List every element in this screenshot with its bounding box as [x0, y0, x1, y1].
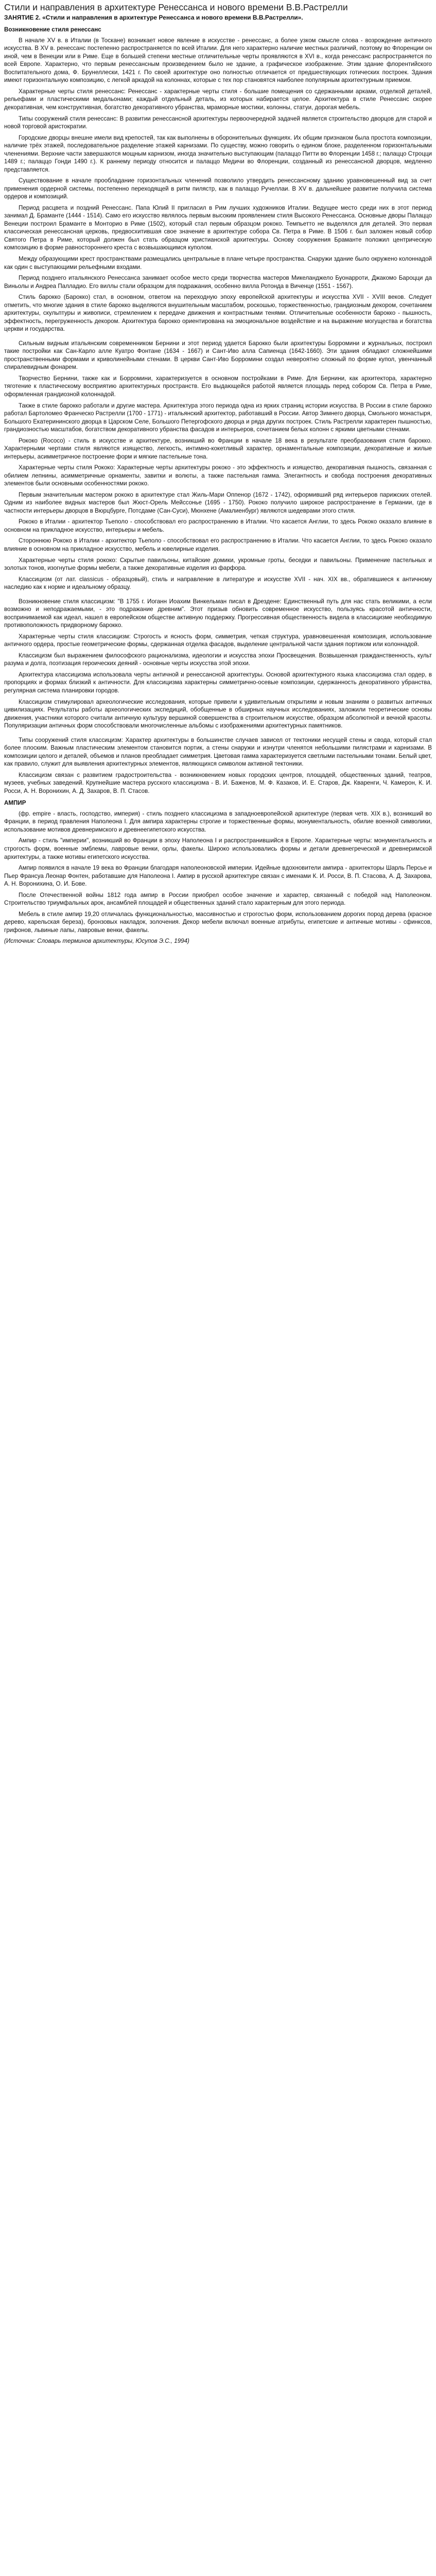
document-title: Стили и направления в архитектуре Ренессанса и нового времени В.В.Растрелли [4, 2, 348, 12]
body-paragraph: Городские дворцы внешне имели вид крепостей, так как выполнены в оборонительных функциях. Их общим признаком была простота композиции, наличие трёх этажей, последовательное разделение этажей карнизами. По существу, можно говорить о едином блоке, разделенном горизонтальными членениями. Верхние части завершаются мощным карнизом, иногда значительно выступающим (палаццо Питти во Флоренции 1458 г.; палаццо Строцци 1489 г.; палаццо Гонди 1490 г.). К раннему периоду относится и палаццо Медичи во Флоренции, созданный из ренессансной дворцов, медленно представляется. [4, 134, 432, 173]
body-paragraph: Также в стиле барокко работали и другие мастера. Архитектура этого периода одна из ярких страниц истории искусства. В России в стиле барокко работал Бартоломео Франческо Растрелли (1700 - 1771) - итальянский архитектор, работавший в России. Автор Зимнего дворца, Смольного монастыря, Большого Екатерининского дворца в Царском Селе, Большого Петергофского дворца и ряда других построек. Стиль Растрелли характерен пышностью, грандиозностью масштабов, богатством декоративного убранства фасадов и интерьеров, сочетанием белых колонн с яркими цветными стенами. [4, 402, 432, 433]
body-paragraph: (фр. empire - власть, господство, империя) - стиль позднего классицизма в западноевропейской архитектуре (первая четв. XIX в.), возникший во Франции, в период правления Наполеона I. Для ампира характерны строгие и торжественные формы, монументальность, обилие военной символики, использование мотивов древнеримского и древнеегипетского искусства. [4, 810, 432, 833]
body-paragraph: Рококо (Rococo) - стиль в искусстве и архитектуре, возникший во Франции в начале 18 века в результате преобразования стиля барокко. Характерными чертами стиля являются изящество, легкость, интимно-кокетливый характер, орнаментальные композиции, декоративные и жилые интерьеры, асимметричное построение форм и мягкие пастельные тона. [4, 437, 432, 460]
body-paragraph: Рококо в Италии - архитектор Тьеполо - способствовал его распространению в Италии. Что касается Англии, то здесь Рококо оказало влияние в основном на прикладное искусство, интерьеры и мебель. [4, 518, 432, 533]
body-paragraph: Существование в начале прообладание горизонтальных членений позволило утвердить ренессансному зданию уравновешенный вид за счет применения ордерной системы, постепенно переходящей в ритм пилястр, как в палаццо Ручеллаи. В XV в. дальнейшее развитие получила система ордеров и композиций. [4, 177, 432, 200]
body-paragraph: Типы сооружений стиля ренессанс: В развитии ренессансной архитектуры первоочередной задачей является строительство дворцов для старой и новой торговой аристократии. [4, 115, 432, 130]
body-paragraph: Стороннюю Рококо в Италии - архитектор Тьеполо - способствовал его распространению в Италии. Что касается Англии, то здесь Рококо оказало влияние в основном на прикладное искусство, мебель и ювелирные изделия. [4, 537, 432, 553]
body-paragraph: Характерные черты стиля ренессанс: Ренессанс - характерные черты стиля - большие помещения со сдержанными арками, отделкой деталей, рельефами и пластическими медальонами; каждый отдельный деталь, из которых набирается целое. Архитектура в стиле Ренессанс скорее декоративная, чем конструктивная, богатство декоративного убранства, мраморные мостики, колонны, статуи, дорогая мебель. [4, 88, 432, 111]
body-paragraph: Характерные черты стиля Рококо: Характерные черты архитектуры рококо - это эффектность и изящество, декоративная пышность, связанная с обилием лепнины, асимметричные орнаменты, завитки и волюты, а также пастельная гамма. Элегантность и свобода построения декоративных элементов были основными особенностями рококо. [4, 464, 432, 487]
body-paragraph: Классицизм был выражением философского рационализма, идеологии и искусства эпохи Просвещения. Возвышенная гражданственность, культ разума и долга, поэтизация героических деяний - основные черты искусства этой эпохи. [4, 652, 432, 667]
body-paragraph: Классицизм стимулировал археологические исследования, которые привели к удивительным открытиям и новым знаниям о развитых античных цивилизациях. Результаты работы археологических экспедиций, обобщенные в обширных научных исследованиях, заложили теоретические основы движения, участники которого считали античную культуру вершиной совершенства в строительном искусстве, образцом абсолютной и вечной красоты. Популяризации античных форм способствовали многочисленные альбомы с изображениями архитектурных памятников. [4, 698, 432, 730]
body-paragraph: После Отечественной войны 1812 года ампир в России приобрел особое значение и характер, связанный с победой над Наполеоном. Строительство триумфальных арок, ансамблей площадей и общественных зданий стало характерным для этого периода. [4, 891, 432, 907]
body-paragraph: Архитектура классицизма использовала черты античной и ренессансной архитектуры. Основой архитектурного языка классицизма стал ордер, в пропорциях и формах близкий к античности. Для классицизма характерны симметрично-осевые композиции, сдержанность декоративного убранства, регулярная система планировки городов. [4, 671, 432, 694]
body-paragraph: Между образующими крест пространствами размещались центральные в плане четыре пространства. Снаружи здание было окружено колоннадой как один с выступающими рельефными входами. [4, 256, 432, 270]
body-paragraph: Сильным видным итальянским современником Бернини и этот период удается Барокко были архитектуры Борромини и журнальных, построил такие постройки как Сан-Карло алле Куатро Фонтане (1634 - 1667) и Сант-Иво алла Сапиенца (1642-1660). Эти здания обладают сложнейшими пространственными формами и криволинейными стенами. В церкви Сант-Иво Борромини создал невероятно сложный по форме купол, увенчанный спиралевидным фонарем. [4, 340, 432, 371]
body-paragraph: Период расцвета и поздний Ренессанс. Папа Юлий II пригласил в Рим лучших художников Италии. Ведущее место среди них в этот период занимал Д. Браманте (1444 - 1514). Само его искусство являлось первым высоким проявлением стиля Высокого Ренессанса. Основные дворы Палаццо Венеции построил Браманте в Монторио в Риме (1502), который стал первым образцом рококо. Темпьетто не выделялся для деталей. Это первая классическая ренессансная церковь, предвосхитившая свое значение в архитектуре собора Св. Петра в Риме. В 1506 г. был заложен новый собор Святого Петра в Риме, который должен был стать образцом христианской архитектуры. Основу сооружения Браманте положил центрическую композицию в форме равностороннего креста с возвышающимся куполом. [4, 204, 432, 251]
body-paragraph: Характерные черты стиля рококо: Скрытые павильоны, китайские домики, укромные гроты, беседки и павильоны. Применение пастельных и золотых тонов, изогнутые формы мебели, а также декоративные изделия из фарфора. [4, 556, 432, 572]
body-paragraph: Первым значительным мастером рококо в архитектуре стал Жиль-Мари Оппенор (1672 - 1742), оформивший ряд интерьеров парижских отелей. Одним из наиболее видных мастеров был Жюст-Орель Мейссонье (1695 - 1750). Рококо получило широкое распространение в Германии, где в частности интерьеры дворцов в Вюрцбурге, Потсдаме (Сан-Суси), Мюнхене (Амалиенбург) являются шедеврами этого стиля. [4, 491, 432, 514]
section-heading: АМПИР [4, 800, 26, 807]
body-paragraph: Период позднего итальянского Ренессанса занимает особое место среди творчества мастеров Микеланджело Буонарроти, Джакомо Бароцци да Виньолы и Андреа Палладио. Его виллы стали образцом для подражания, особенно вилла Ротонда в Виченце (1551 - 1567). [4, 275, 432, 290]
body-paragraph: Классицизм связан с развитием градостроительства - возникновением новых городских центров, площадей, общественных зданий, театров, музеев, учебных заведений. Крупнейшие мастера русского классицизма - В. И. Баженов, М. Ф. Казаков, И. Е. Старов, Дж. Кваренги, Ч. Камерон, К. И. Росси, А. Н. Воронихин, А. Д. Захаров, В. П. Стасов. [4, 771, 432, 794]
lesson-heading: ЗАНЯТИЕ 2. «Стили и направления в архитектуре Ренессанса и нового времени В.В.Растрелли». [4, 14, 303, 22]
body-paragraph: Возникновение стиля классицизм: "В 1755 г. Иоганн Иоахим Винкельман писал в Дрездене: Единственный путь для нас стать великими, а если возможно и неподражаемыми, - это подражание древним". Этот призыв обновить современное искусство, пользуясь красотой античности, воспринимаемой как идеал, нашел в европейском обществе активную поддержку. Прогрессивная общественность видела в классицизме необходимую противоположность придворному барокко. [4, 598, 432, 629]
body-paragraph: Стиль барокко (Барокко) стал, в основном, ответом на переходную эпоху европейской архитектуры и искусства XVII - XVIII веков. Следует отметить, что многие здания в стиле барокко выделяются внушительным масштабом, роскошью, торжественностью, грандиозным декором, сочетанием архитектуры, скульптуры и живописи, стремлением к передаче движения и контрастными тенями. Отличительные особенности барокко - пышность, эффектность, перегруженность декором. Архитектура барокко ориентирована на эмоциональное воздействие и на выражение могущества и богатства церкви и государства. [4, 294, 432, 333]
body-paragraph: Классицизм (от лат. classicus - образцовый), стиль и направление в литературе и искусстве XVII - нач. XIX вв., обратившиеся к античному наследию как к норме и идеальному образцу. [4, 575, 432, 591]
body-paragraph: Ампир - стиль "империи", возникший во Франции в эпоху Наполеона I и распространившийся в Европе. Характерные черты: монументальность и строгость форм, военные эмблемы, лавровые венки, орлы, факелы. Широко использовались формы и детали древнегреческой и древнеримской архитектуры, а также мотивы египетского искусства. [4, 837, 432, 860]
body-paragraph: Творчество Бернини, также как и Борромини, характеризуется в основном постройками в Риме. Для Бернини, как архитектора, характерно тяготение к пластическому восприятию архитектурных пространств. Его выдающейся работой является площадь перед собором Св. Петра в Риме, оформленная грандиозной колоннадой. [4, 375, 432, 398]
document-page [0, 0, 436, 955]
source-note: (Источник: Словарь терминов архитектуры, Юсупов Э.С., 1994) [4, 938, 189, 945]
document-body [4, 26, 432, 934]
body-paragraph: Типы сооружений стиля классицизм: Характер архитектуры в большинстве случаев зависел от тектоники несущей стены и свода, который стал более плоским. Важным пластическим элементом становится портик, а стены снаружи и изнутри членятся небольшими пилястрами и карнизами. В композиции целого и деталей, объемов и планов преобладает симметрия. Цветовая гамма характеризуется светлыми пастельными тонами. Белый цвет, как правило, служит для выявления архитектурных элементов, являющихся символом активной тектоники. [4, 736, 432, 768]
body-paragraph: Характерные черты стиля классицизм: Строгость и ясность форм, симметрия, четкая структура, уравновешенная композиция, использование античного ордера, простые геометрические формы, сдержанная отделка фасадов, выделение центральной части здания портиком или колоннадой. [4, 633, 432, 648]
section-heading: Возникновение стиля ренессанс [4, 26, 101, 33]
body-paragraph: В начале XV в. в Италии (в Тоскане) возникает новое явление в искусстве - ренессанс, а более узком смысле слова - возрождение античного искусства. В XV в. ренессанс постепенно распространяется по всей Италии. Для него характерно наличие местных различий, поэтому во Флоренции он иной, чем в Венеции или в Риме. Еще в большей степени местные отличительные черты проявляются в XVI в., когда ренессанс распространяется по всей Европе. Характерно, что первым ренессансным произведением было не здание, а графическое изображение. Этим здание флорентийского Воспитательного дома, Ф. Брунеллески, 1421 г. По своей архитектуре оно полностью отличается от предшествующих готических построек. Здания имеют горизонтальную композицию, с легкой аркадой на колоннах, которые с тех пор становятся наиболее популярным архитектурным приемом. [4, 37, 432, 84]
body-paragraph: Ампир появился в начале 19 века во Франции благодаря наполеоновской империи. Идейные вдохновители ампира - архитекторы Шарль Персье и Пьер Франсуа Леонар Фонтен, работавшие для Наполеона I. Ампир в русской архитектуре связан с именами К. И. Росси, В. П. Стасова, А. Д. Захарова, А. Н. Воронихина, О. И. Бове. [4, 865, 432, 888]
body-paragraph: Мебель в стиле ампир 19,20 отличалась функциональностью, массивностью и строгостью форм, использованием дорогих пород дерева (красное дерево, карельская береза), бронзовых накладок, золочения. Декор мебели включал военные атрибуты, египетские и античные мотивы - сфинксов, грифонов, львиные лапы, лавровые венки, факелы. [4, 910, 432, 934]
